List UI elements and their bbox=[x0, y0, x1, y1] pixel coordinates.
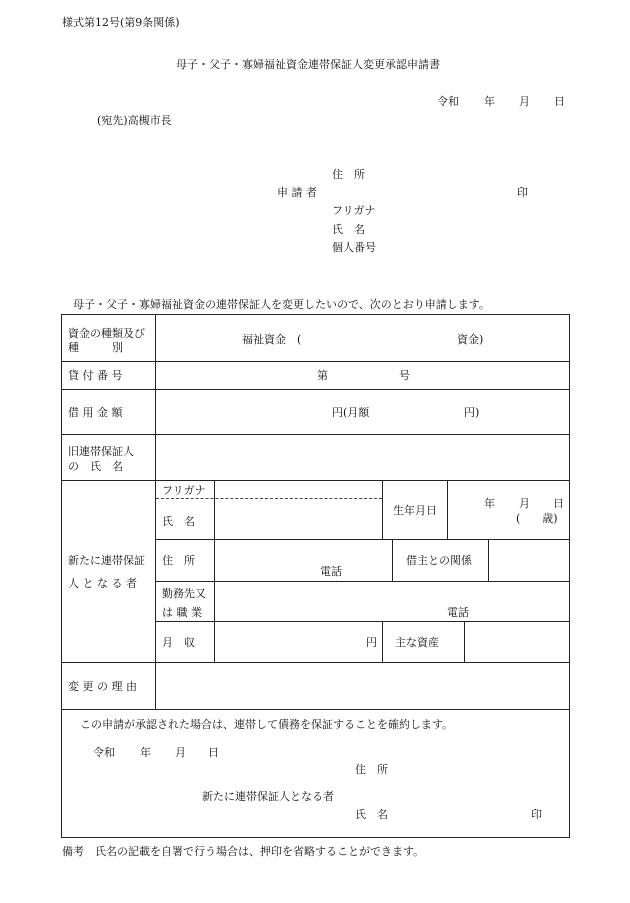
old-guarantor-label-line1: 旧連帯保証人 bbox=[68, 445, 134, 458]
birthdate-label: 生年月日 bbox=[393, 504, 437, 517]
date-year: 年 bbox=[484, 95, 495, 108]
intro-sentence: 母子・父子・寡婦福祉資金の連帯保証人を変更したいので、次のとおり申請します。 bbox=[73, 298, 490, 311]
addressee: (宛先)高槻市長 bbox=[97, 114, 172, 127]
fund-type-value-prefix: 福祉資金 ( bbox=[242, 333, 302, 346]
loan-number-prefix: 第 bbox=[317, 369, 328, 382]
guarantor-name-label: 氏 名 bbox=[162, 515, 195, 528]
pledge-date-year: 年 bbox=[140, 746, 151, 759]
pledge-role-label: 新たに連帯保証人となる者 bbox=[202, 790, 334, 803]
new-guarantor-label-line2: 人 と な る 者 bbox=[68, 577, 137, 590]
change-reason-label: 変 更 の 理 由 bbox=[68, 680, 137, 693]
fund-type-label-line2: 種 別 bbox=[68, 341, 123, 354]
fund-type-value-suffix: 資金) bbox=[457, 333, 484, 346]
remarks-note: 備考 氏名の記載を自署で行う場合は、押印を省略することができます。 bbox=[62, 845, 425, 858]
workplace-label-line2: は 職 業 bbox=[162, 606, 202, 619]
applicant-seal: 印 bbox=[517, 186, 528, 199]
application-form-table bbox=[61, 314, 570, 838]
applicant-furigana-label: フリガナ bbox=[332, 204, 376, 217]
pledge-date-month: 月 bbox=[175, 746, 186, 759]
pledge-address-label: 住 所 bbox=[355, 763, 388, 776]
assets-label: 主な資産 bbox=[395, 636, 439, 649]
pledge-name-label: 氏 名 bbox=[355, 808, 388, 821]
guarantor-age: ( 歳) bbox=[516, 512, 558, 525]
date-era: 令和 bbox=[437, 95, 459, 108]
guarantor-address-label: 住 所 bbox=[162, 554, 195, 567]
old-guarantor-label-line2: の 氏 名 bbox=[68, 460, 123, 473]
birth-day: 日 bbox=[553, 497, 564, 510]
fund-type-label-line1: 資金の種類及び bbox=[68, 327, 145, 340]
date-month: 月 bbox=[519, 95, 530, 108]
income-label: 月 収 bbox=[162, 636, 195, 649]
income-unit: 円 bbox=[366, 636, 377, 649]
applicant-address-label: 住 所 bbox=[332, 168, 365, 181]
form-title: 母子・父子・寡婦福祉資金連帯保証人変更承認申請書 bbox=[176, 58, 440, 71]
applicant-name-label: 氏 名 bbox=[332, 223, 365, 236]
workplace-phone-label: 電話 bbox=[447, 606, 469, 619]
loan-amount-yen: 円(月額 bbox=[332, 406, 370, 419]
guarantor-phone-label: 電話 bbox=[320, 565, 342, 578]
pledge-date-era: 令和 bbox=[93, 746, 115, 759]
pledge-seal: 印 bbox=[531, 808, 542, 821]
new-guarantor-label-line1: 新たに連帯保証 bbox=[68, 554, 145, 567]
loan-number-label: 貸 付 番 号 bbox=[68, 369, 123, 382]
form-number: 様式第12号(第9条関係) bbox=[62, 16, 180, 29]
loan-amount-label: 借 用 金 額 bbox=[68, 406, 123, 419]
date-day: 日 bbox=[554, 95, 565, 108]
applicant-label: 申 請 者 bbox=[277, 186, 317, 199]
loan-number-suffix: 号 bbox=[399, 369, 410, 382]
pledge-statement: この申請が承認された場合は、連帯して債務を保証することを確約します。 bbox=[80, 718, 454, 731]
pledge-date-day: 日 bbox=[208, 746, 219, 759]
birth-year: 年 bbox=[484, 497, 495, 510]
loan-amount-monthly: 円) bbox=[464, 406, 480, 419]
workplace-label-line1: 勤務先又 bbox=[162, 587, 206, 600]
relation-label: 借主との関係 bbox=[406, 554, 472, 567]
birth-month: 月 bbox=[519, 497, 530, 510]
applicant-personal-number-label: 個人番号 bbox=[332, 241, 376, 254]
guarantor-furigana-label: フリガナ bbox=[162, 484, 206, 497]
